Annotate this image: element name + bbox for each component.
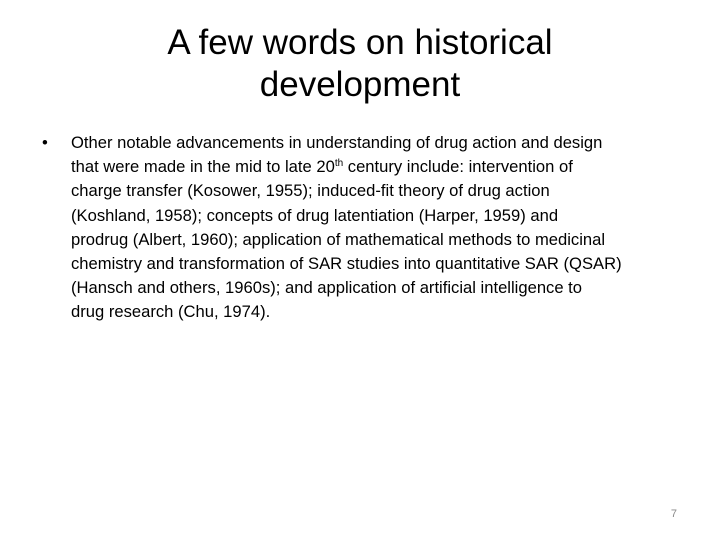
bullet-list xyxy=(36,131,684,325)
slide-title-line-1: A few words on historical xyxy=(167,23,553,62)
bullet-line-6: chemistry and transformation of SAR studies into quantitative SAR (QSAR) xyxy=(71,254,622,274)
bullet-line-3: charge transfer (Kosower, 1955); induced-fit theory of drug action xyxy=(71,181,550,201)
bullet-line-8: drug research (Chu, 1974). xyxy=(71,302,271,322)
bullet-item xyxy=(36,131,684,325)
bullet-line-2-start: that were made in the mid to late 20 xyxy=(71,157,335,177)
bullet-line-2 xyxy=(71,155,684,179)
slide-number: 7 xyxy=(670,508,677,520)
slide-title xyxy=(60,22,660,106)
bullet-line-2-end: century include: intervention of xyxy=(343,157,573,177)
bullet-line-5: prodrug (Albert, 1960); application of mathematical methods to medicinal xyxy=(71,229,606,249)
bullet-icon: • xyxy=(42,133,48,152)
bullet-line-4: (Koshland, 1958); concepts of drug latentiation (Harper, 1959) and xyxy=(71,205,559,225)
bullet-line-1: Other notable advancements in understanding of drug action and design xyxy=(71,133,603,152)
slide-title-line-2: development xyxy=(259,65,461,104)
ordinal-superscript: th xyxy=(334,158,344,170)
bullet-line-7: (Hansch and others, 1960s); and application of artificial intelligence to xyxy=(71,278,583,298)
bullet-text xyxy=(71,131,684,325)
